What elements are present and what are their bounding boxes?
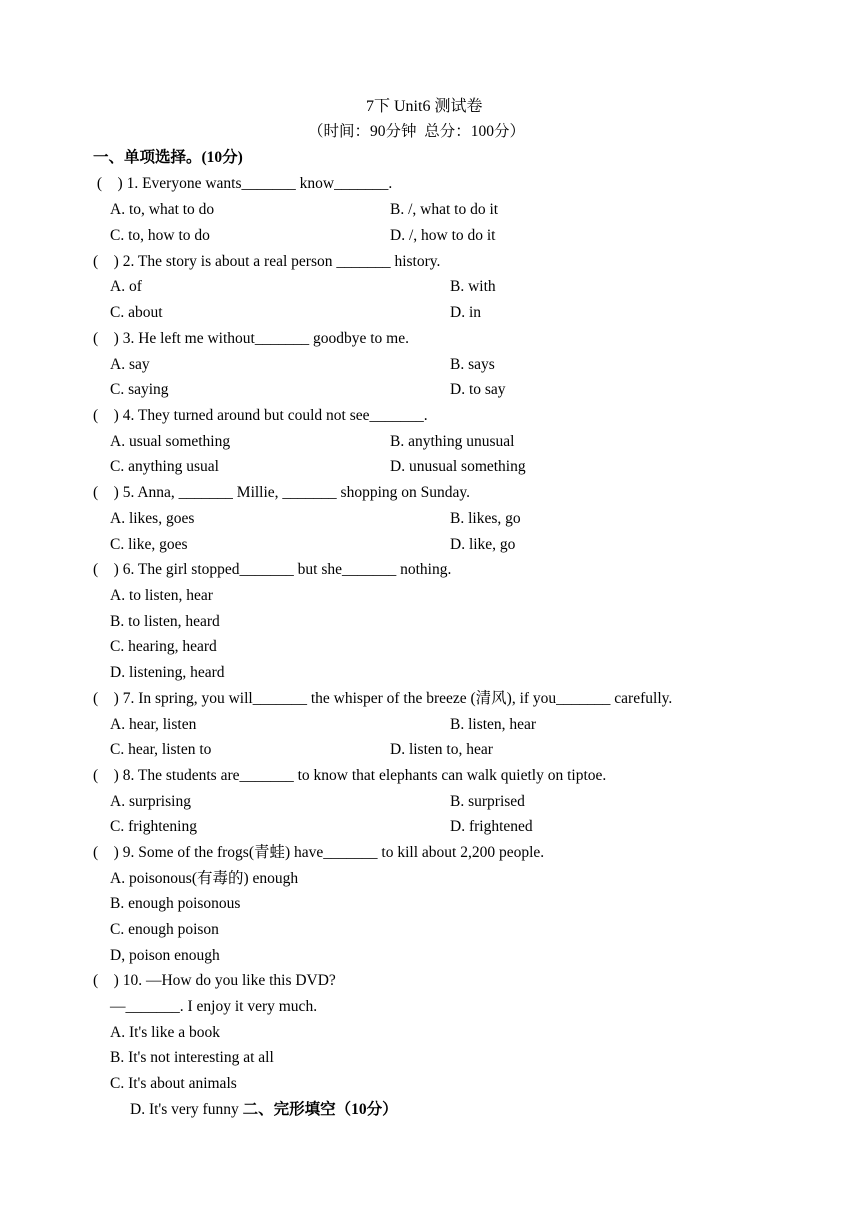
option-c: C. hearing, heard bbox=[110, 638, 217, 655]
option-b: B. surprised bbox=[450, 793, 525, 810]
exam-subtitle: （时间：90分钟 总分：100分） bbox=[308, 123, 526, 140]
option-b: B. enough poisonous bbox=[110, 895, 241, 912]
question-stem: ( ) 2. The story is about a real person _______ history. bbox=[93, 253, 441, 270]
option-b: B. anything unusual bbox=[390, 433, 515, 450]
option-d: D. listening, heard bbox=[110, 664, 225, 681]
option-a: A. say bbox=[110, 356, 150, 373]
option-a: A. hear, listen bbox=[110, 716, 197, 733]
question-stem: ( ) 1. Everyone wants_______ know_______. bbox=[93, 175, 393, 192]
option-b: B. to listen, heard bbox=[110, 613, 220, 630]
option-d: D. listen to, hear bbox=[390, 741, 493, 758]
option-a: A. to, what to do bbox=[110, 201, 215, 218]
option-c: C. anything usual bbox=[110, 458, 219, 475]
question-stem: ( ) 9. Some of the frogs(青蛙) have_______ to kill about 2,200 people. bbox=[93, 844, 545, 861]
question-stem: ( ) 3. He left me without_______ goodbye to me. bbox=[93, 330, 409, 347]
question-stem: ( ) 6. The girl stopped_______ but she_______ nothing. bbox=[93, 561, 452, 578]
option-b: B. /, what to do it bbox=[390, 201, 499, 218]
option-a: A. of bbox=[110, 278, 142, 295]
option-d: D. like, go bbox=[450, 536, 516, 553]
section-heading-multiple-choice: 一、单项选择。(10分) bbox=[93, 149, 243, 166]
question-stem: ( ) 7. In spring, you will_______ the whisper of the breeze (清风), if you_______ carefully. bbox=[93, 690, 673, 707]
option-d: D. frightened bbox=[450, 818, 533, 835]
question-stem: ( ) 8. The students are_______ to know that elephants can walk quietly on tiptoe. bbox=[93, 767, 607, 784]
option-c: C. like, goes bbox=[110, 536, 188, 553]
option-c: C. to, how to do bbox=[110, 227, 210, 244]
option-b: B. listen, hear bbox=[450, 716, 537, 733]
option-b: B. says bbox=[450, 356, 495, 373]
option-c: C. enough poison bbox=[110, 921, 219, 938]
option-d: D. to say bbox=[450, 381, 506, 398]
option-c: C. hear, listen to bbox=[110, 741, 212, 758]
option-d: D. unusual something bbox=[390, 458, 526, 475]
last-option-and-section-heading bbox=[130, 1100, 398, 1120]
option-a: A. to listen, hear bbox=[110, 587, 213, 604]
section-heading-cloze: 二、完形填空（10分） bbox=[242, 1101, 398, 1118]
question-stem: ( ) 10. —How do you like this DVD? bbox=[93, 972, 336, 989]
option-c: C. It's about animals bbox=[110, 1075, 237, 1092]
option-a: A. usual something bbox=[110, 433, 231, 450]
option-a: A. likes, goes bbox=[110, 510, 195, 527]
option-c: C. about bbox=[110, 304, 163, 321]
option-d: D. /, how to do it bbox=[390, 227, 496, 244]
dialogue-reply: —_______. I enjoy it very much. bbox=[110, 998, 318, 1015]
option-a: A. poisonous(有毒的) enough bbox=[110, 870, 299, 887]
option-b: B. with bbox=[450, 278, 496, 295]
question-stem: ( ) 5. Anna, _______ Millie, _______ shopping on Sunday. bbox=[93, 484, 471, 501]
option-b: B. It's not interesting at all bbox=[110, 1049, 274, 1066]
option-c: C. frightening bbox=[110, 818, 197, 835]
option-a: A. It's like a book bbox=[110, 1024, 220, 1041]
option-b: B. likes, go bbox=[450, 510, 521, 527]
question-stem: ( ) 4. They turned around but could not see_______. bbox=[93, 407, 428, 424]
option-c: C. saying bbox=[110, 381, 169, 398]
option-d: D. in bbox=[450, 304, 481, 321]
option-a: A. surprising bbox=[110, 793, 191, 810]
exam-title: 7下 Unit6 测试卷 bbox=[366, 98, 483, 115]
option-d: D. It's very funny bbox=[130, 1101, 239, 1118]
option-d: D, poison enough bbox=[110, 947, 220, 964]
